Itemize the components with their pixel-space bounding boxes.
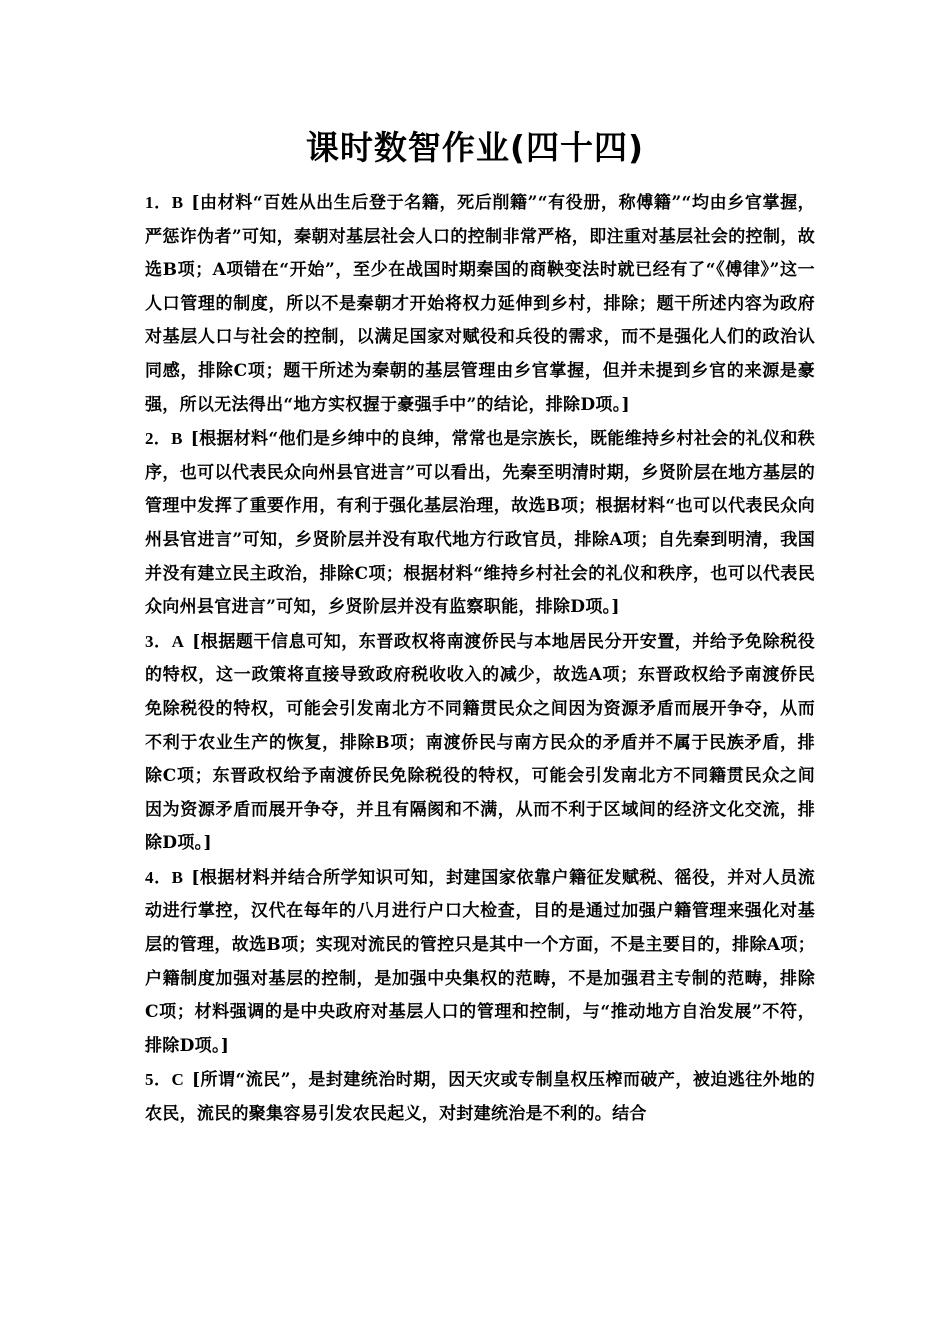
answer-explanation: [根据题干信息可知，东晋政权将南渡侨民与本地居民分开安置，并给予免除税役的特权，这一政策将直接导致政府税收收入的减少，故选A项；东晋政权给予南渡侨民免除税役的特权，可能会引发南北方不同籍贯民众之间因为资源矛盾而展开争夺，从而不利于农业生产的恢复，排除B项；南渡侨民与南方民众的矛盾并不属于民族矛盾，排除C项；东晋政权给予南渡侨民免除税役的特权，可能会引发南北方不同籍贯民众之间因为资源矛盾而展开争夺，并且有隔阂和不满，从而不利于区域间的经济文化交流，排除D项。] [145,631,816,854]
answer-list [145,186,815,1132]
answer-number: 1． [145,193,172,212]
answer-explanation: [根据材料“他们是乡绅中的良绅，常常也是宗族长，既能维持乡村社会的礼仪和秩序，也可以代表民众向州县官进言”可以看出，先秦至明清时期，乡贤阶层在地方基层的管理中发挥了重要作用，有利于强化基层治理，故选B项；根据材料“也可以代表民众向州县官进言”可知，乡贤阶层并没有取代地方行政官员，排除A项；自先秦到明清，我国并没有建立民主政治，排除C项；根据材料“维持乡村社会的礼仪和秩序，也可以代表民众向州县官进言”可知，乡贤阶层并没有监察职能，排除D项。] [145,429,815,618]
answer-explanation: [所谓“流民”，是封建统治时期，因天灾或专制皇权压榨而破产，被迫逃往外地的农民，流民的聚集容易引发农民起义，对封建统治是不利的。结合 [145,1070,815,1125]
answer-choice: A [171,631,185,651]
page-title: 课时数智作业(四十四) [305,128,645,167]
answer-choice: B [171,867,184,887]
answer-explanation: [由材料“百姓从出生后登于名籍，死后削籍”“有役册，称傅籍”“均由乡官掌握，严惩诈伪者”可知，秦朝对基层社会人口的控制非常严格，即注重对基层社会的控制，故选B项；A项错在“开始”，至少在战国时期秦国的商鞅变法时就已经有了“《傅律》”这一人口管理的制度，所以不是秦朝才开始将权力延伸到乡村，排除；题干所述内容为政府对基层人口与社会的控制，以满足国家对赋役和兵役的需求，而不是强化人们的政治认同感，排除C项；题干所述为秦朝的基层管理由乡官掌握，但并未提到乡官的来源是豪强，所以无法得出“地方实权握于豪强手中”的结论，排除D项。] [145,193,815,415]
answer-item-3 [145,625,815,861]
answer-number: 3． [145,631,172,651]
answer-number: 4． [145,867,172,887]
answer-choice: B [171,193,184,212]
answer-number: 2． [145,429,172,449]
answer-item-1 [145,186,815,422]
answer-explanation: [根据材料并结合所学知识可知，封建国家依靠户籍征发赋税、徭役，并对人员流动进行掌控，汉代在每年的八月进行户口大检查，目的是通过加强户籍管理来强化对基层的管理，故选B项；实现对流民的管控只是其中一个方面，不是主要目的，排除A项；户籍制度加强对基层的控制，是加强中央集权的范畴，不是加强君主专制的范畴，排除C项；材料强调的是中央政府对基层人口的管理和控制，与“推动地方自治发展”不符，排除D项。] [145,867,815,1056]
answer-item-4 [145,861,815,1064]
answer-choice: B [171,429,183,449]
answer-choice: C [171,1070,185,1090]
answer-item-5 [145,1063,815,1131]
answer-item-2 [145,422,815,625]
answer-number: 5． [145,1070,172,1090]
